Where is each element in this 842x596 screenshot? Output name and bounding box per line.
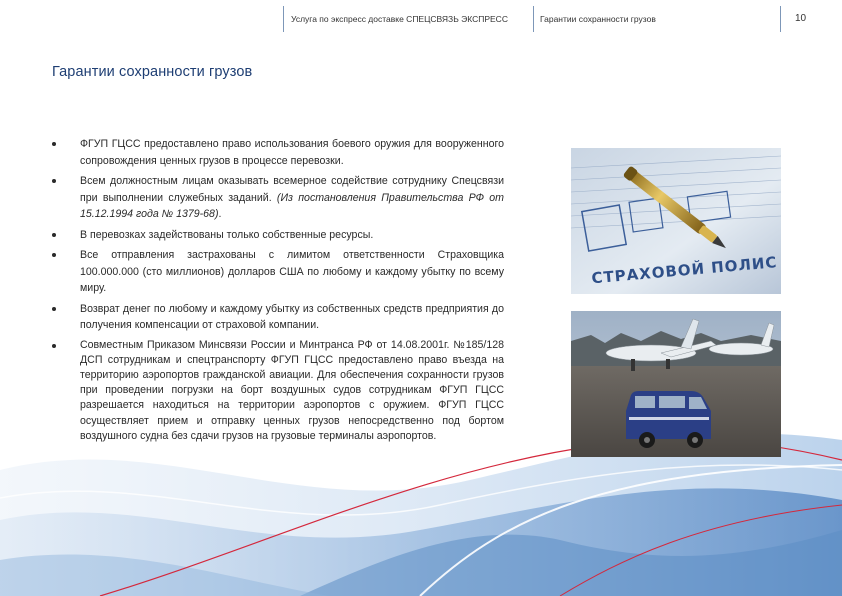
list-item-text: Все отправления застрахованы с лимитом ответственности Страховщика 100.000.000 (сто миллионов) долларов США по любому и каждому убытку по всему миру.: [80, 249, 504, 294]
list-item: [52, 227, 504, 244]
list-item-text: В перевозках задействованы только собственные ресурсы.: [80, 228, 374, 241]
header-service-label: Услуга по экспресс доставке СПЕЦСВЯЗЬ ЭКСПРЕСС: [291, 14, 508, 24]
list-item: [52, 338, 504, 444]
guarantee-list: [52, 136, 504, 448]
decree-reference: (Из постановления Правительства РФ от 15.12.1994 года № 1379-68): [80, 191, 504, 220]
header-divider-2: [533, 6, 534, 32]
bullet-icon: [52, 344, 56, 348]
bullet-icon: [52, 233, 56, 237]
list-item-text: Совместным Приказом Минсвязи России и Минтранса РФ от 14.08.2001г. №185/128 ДСП сотрудникам и спецтранспорту ФГУП ГЦСС предоставлено право въезда на территорию аэропортов гражданской авиации. Для обеспечения сохранности грузов при проведении погрузки на борт воздушных судов сотрудникам ФГУП ГЦСС разрешается находиться на территории аэропортов с оружием. ФГУП ГЦСС осуществляет прием и отправку ценных грузов непосредственно под бортом воздушного судна без сдачи грузов на грузовые терминалы аэропортов.: [80, 338, 504, 442]
bullet-icon: [52, 179, 56, 183]
bullet-icon: [52, 307, 56, 311]
list-item-tail: .: [218, 208, 222, 220]
policy-caption: СТРАХОВОЙ ПОЛИС: [590, 253, 779, 288]
bullet-icon: [52, 142, 56, 146]
page-number: 10: [795, 13, 807, 24]
list-item-text: Возврат денег по любому и каждому убытку из собственных средств предприятия до получения компенсации от страховой компании.: [80, 302, 504, 331]
list-item-text: Всем должностным лицам оказывать всемерное содействие сотруднику Спецсвязи при выполнении служебных заданий.: [80, 175, 504, 204]
page-title: Гарантии сохранности грузов: [52, 64, 253, 80]
list-item: [52, 173, 504, 223]
list-item-text: ФГУП ГЦСС предоставлено право использования боевого оружия для вооруженного сопровождения ценных грузов в процессе перевозки.: [80, 138, 504, 167]
airport-vehicle-photo: [571, 311, 781, 457]
header-divider-3: [780, 6, 781, 32]
list-item: [52, 301, 504, 334]
insurance-policy-photo: [571, 148, 781, 294]
header-section-label: Гарантии сохранности грузов: [540, 14, 656, 24]
list-item: [52, 136, 504, 169]
header-divider-1: [283, 6, 284, 32]
bullet-icon: [52, 253, 56, 257]
list-item: [52, 247, 504, 297]
